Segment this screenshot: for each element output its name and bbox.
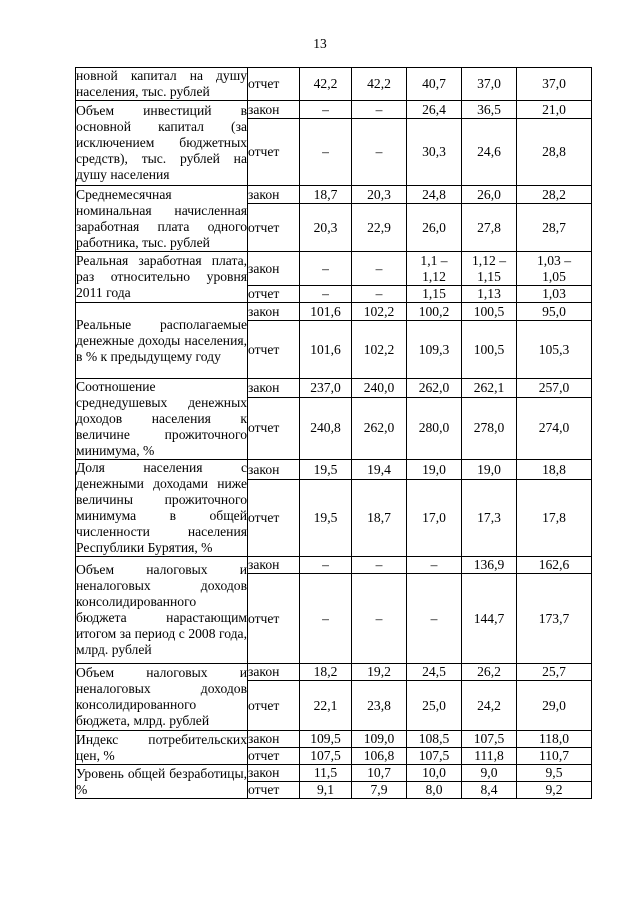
value-cell [517, 748, 592, 765]
value-cell [462, 252, 517, 286]
value-cell [462, 68, 517, 101]
value-cell [462, 664, 517, 681]
value-text: – [375, 260, 383, 276]
value-cell [517, 397, 592, 459]
value-cell [462, 321, 517, 379]
value-text: 19,2 [367, 664, 391, 679]
table-row [76, 460, 592, 480]
value-cell [517, 286, 592, 303]
value-text: 105,3 [538, 341, 570, 357]
value-cell [517, 574, 592, 664]
value-text: – [375, 144, 383, 159]
value-cell [462, 782, 517, 799]
value-text: 25,7 [542, 664, 566, 679]
indicator-name: Объем налоговых и неналоговых доходов консолидированного бюджета нарастающим итогом за период с 2008 года, млрд. рублей [76, 557, 248, 664]
value-text: 9,0 [480, 765, 498, 780]
value-text: 107,5 [418, 748, 450, 763]
row-type-label: отчет [248, 119, 300, 186]
value-cell [407, 574, 462, 664]
value-text: 8,0 [425, 782, 443, 797]
value-cell [462, 286, 517, 303]
value-text: 7,9 [370, 782, 388, 797]
value-cell [517, 303, 592, 321]
value-cell [300, 252, 352, 286]
value-cell [462, 480, 517, 557]
row-type-label: закон [248, 379, 300, 398]
value-cell [407, 252, 462, 286]
value-text: – [375, 286, 383, 301]
value-text: 108,5 [418, 731, 450, 746]
value-cell [462, 765, 517, 782]
value-text: 25,0 [422, 697, 446, 713]
value-cell [462, 557, 517, 574]
value-cell [517, 68, 592, 101]
value-text: 18,7 [313, 186, 338, 202]
row-type-label: закон [248, 101, 300, 119]
value-text: 18,7 [367, 510, 391, 526]
value-cell [352, 321, 407, 379]
value-text: 28,2 [542, 186, 566, 202]
value-text: 36,5 [477, 101, 501, 117]
value-text: 21,0 [542, 101, 566, 117]
value-text: 17,8 [542, 510, 566, 526]
value-text: 100,5 [473, 303, 505, 319]
value-cell [407, 204, 462, 252]
value-text: 280,0 [418, 420, 450, 436]
indicator-name: Уровень общей безработицы, % [76, 765, 247, 797]
value-text: 173,7 [538, 610, 570, 626]
value-cell [407, 119, 462, 186]
value-cell [517, 252, 592, 286]
row-type-label: закон [248, 303, 300, 321]
value-text: – [375, 557, 383, 572]
value-cell [352, 557, 407, 574]
value-text: 18,2 [313, 664, 338, 679]
value-text: – [322, 260, 329, 276]
value-text: 26,4 [422, 101, 446, 117]
table-row [76, 68, 592, 101]
value-cell [517, 379, 592, 398]
row-type-label: отчет [248, 574, 300, 664]
value-text: 17,3 [477, 510, 501, 526]
value-cell [517, 480, 592, 557]
row-type-label: отчет [248, 204, 300, 252]
value-cell [407, 480, 462, 557]
value-text: 109,5 [310, 731, 341, 746]
value-text: 10,0 [422, 765, 446, 780]
value-cell [462, 186, 517, 204]
row-type-label: закон [248, 186, 300, 204]
value-cell [517, 664, 592, 681]
value-cell [300, 119, 352, 186]
row-type-label: закон [248, 664, 300, 681]
table-row [76, 303, 592, 321]
value-cell [300, 68, 352, 101]
value-text: 109,3 [418, 341, 450, 357]
value-cell [517, 321, 592, 379]
value-cell [517, 765, 592, 782]
indicator-name: Объем налоговых и неналоговых доходов консолидированного бюджета, млрд. рублей [76, 664, 248, 731]
value-cell [300, 321, 352, 379]
row-type-label: отчет [248, 321, 300, 379]
value-cell [407, 748, 462, 765]
value-text: 144,7 [473, 610, 505, 626]
value-text: 100,5 [473, 341, 505, 357]
value-text: 11,5 [313, 765, 338, 780]
value-cell [407, 379, 462, 398]
value-cell [352, 480, 407, 557]
indicators-table [75, 67, 592, 799]
value-cell [352, 68, 407, 101]
value-text: 42,2 [313, 76, 338, 91]
value-text: – [322, 610, 329, 626]
value-cell [300, 765, 352, 782]
value-text: 111,8 [474, 748, 504, 763]
value-text: 42,2 [367, 76, 391, 91]
value-cell [407, 321, 462, 379]
value-cell [300, 748, 352, 765]
value-cell [352, 186, 407, 204]
value-text: 1,1 – 1,12 [420, 252, 448, 284]
value-cell [352, 731, 407, 748]
table-row [76, 101, 592, 119]
table-row [76, 557, 592, 574]
value-text: 102,2 [363, 341, 395, 357]
value-text: 1,13 [477, 286, 501, 301]
value-text: 9,1 [317, 782, 334, 797]
row-type-label: отчет [248, 397, 300, 459]
value-text: 257,0 [538, 379, 570, 395]
value-text: 278,0 [473, 420, 505, 436]
value-cell [300, 379, 352, 398]
value-cell [352, 681, 407, 731]
value-cell [352, 286, 407, 303]
value-text: 262,0 [363, 420, 395, 436]
table-row [76, 765, 592, 782]
value-text: 18,8 [542, 461, 566, 477]
value-text: 8,4 [480, 782, 498, 797]
value-cell [462, 119, 517, 186]
indicator-name: Соотношение среднедушевых денежных доходов населения к величине прожиточного минимума, % [76, 379, 247, 458]
value-cell [517, 204, 592, 252]
value-cell [462, 460, 517, 480]
value-cell [352, 303, 407, 321]
value-cell [300, 480, 352, 557]
row-type-label: отчет [248, 782, 300, 799]
value-cell [352, 119, 407, 186]
value-cell [300, 204, 352, 252]
value-text: 101,6 [310, 303, 341, 319]
value-text: 24,5 [422, 664, 446, 679]
value-text: 237,0 [310, 379, 341, 395]
value-text: 240,8 [310, 420, 341, 436]
value-cell [407, 681, 462, 731]
value-text: 28,7 [542, 219, 566, 235]
value-cell [407, 460, 462, 480]
value-text: 162,6 [538, 557, 570, 572]
value-text: 24,8 [422, 186, 446, 202]
value-text: – [322, 286, 329, 301]
value-text: 106,8 [363, 748, 395, 763]
value-cell [300, 782, 352, 799]
value-text: 22,1 [313, 697, 338, 713]
value-cell [462, 748, 517, 765]
value-text: 110,7 [538, 748, 570, 763]
value-text: 1,03 [542, 286, 566, 301]
value-text: 19,5 [313, 510, 338, 526]
value-text: 26,0 [477, 186, 501, 202]
value-text: 1,12 – 1,15 [472, 252, 506, 284]
value-text: 118,0 [538, 731, 570, 746]
value-text: 10,7 [367, 765, 391, 780]
value-cell [462, 681, 517, 731]
value-text: 19,0 [477, 461, 501, 477]
value-text: – [322, 101, 329, 117]
value-cell [407, 782, 462, 799]
row-type-label: закон [248, 765, 300, 782]
value-cell [407, 765, 462, 782]
value-cell [352, 379, 407, 398]
value-cell [300, 574, 352, 664]
value-cell [517, 557, 592, 574]
value-text: 262,1 [473, 379, 505, 395]
value-cell [517, 460, 592, 480]
row-type-label: отчет [248, 681, 300, 731]
value-text: 37,0 [477, 76, 501, 91]
value-text: 26,2 [477, 664, 501, 679]
value-text: 240,0 [363, 379, 395, 395]
value-cell [300, 557, 352, 574]
value-cell [517, 186, 592, 204]
value-cell [300, 460, 352, 480]
value-cell [300, 101, 352, 119]
value-text: 274,0 [538, 420, 570, 436]
value-cell [462, 303, 517, 321]
value-cell [517, 731, 592, 748]
value-cell [407, 68, 462, 101]
value-text: 22,9 [367, 219, 391, 235]
value-cell [517, 101, 592, 119]
value-text: 20,3 [313, 219, 338, 235]
value-text: 1,03 – 1,05 [537, 252, 571, 284]
value-cell [407, 303, 462, 321]
value-text: 27,8 [477, 219, 501, 235]
row-type-label: отчет [248, 286, 300, 303]
value-text: 101,6 [310, 341, 341, 357]
value-cell [352, 252, 407, 286]
value-cell [352, 460, 407, 480]
value-text: – [430, 610, 438, 626]
value-cell [352, 101, 407, 119]
value-cell [407, 397, 462, 459]
row-type-label: закон [248, 557, 300, 574]
value-cell [300, 664, 352, 681]
row-type-label: отчет [248, 68, 300, 101]
value-text: 19,4 [367, 461, 391, 477]
value-cell [462, 379, 517, 398]
value-text: 100,2 [418, 303, 450, 319]
indicator-name: Объем инвестиций в основной капитал (за исключением бюджетных средств), тыс. рублей на душу населения [76, 101, 248, 186]
value-cell [517, 782, 592, 799]
value-cell [407, 286, 462, 303]
value-text: 40,7 [422, 76, 446, 91]
value-text: – [430, 557, 438, 572]
page-number: 13 [313, 36, 327, 51]
value-cell [517, 681, 592, 731]
row-type-label: закон [248, 460, 300, 480]
table-row [76, 252, 592, 286]
value-text: 9,5 [545, 765, 563, 780]
value-text: 262,0 [418, 379, 450, 395]
value-cell [352, 782, 407, 799]
value-cell [300, 681, 352, 731]
value-text: 17,0 [422, 510, 446, 526]
value-text: 30,3 [422, 144, 446, 159]
value-text: 24,6 [477, 144, 501, 159]
value-cell [352, 664, 407, 681]
value-cell [352, 204, 407, 252]
value-cell [462, 397, 517, 459]
value-cell [462, 204, 517, 252]
value-text: 1,15 [422, 286, 446, 301]
table-row [76, 186, 592, 204]
value-cell [462, 101, 517, 119]
value-text: – [375, 610, 383, 626]
value-cell [352, 765, 407, 782]
row-type-label: закон [248, 252, 300, 286]
value-cell [300, 731, 352, 748]
value-text: – [375, 101, 383, 117]
value-text: 136,9 [473, 557, 505, 572]
value-cell [407, 101, 462, 119]
value-cell [407, 557, 462, 574]
table-row [76, 731, 592, 748]
indicator-name: Среднемесячная номинальная начисленная заработная плата одного работника, тыс. рублей [76, 186, 247, 250]
value-cell [407, 731, 462, 748]
value-text: 20,3 [367, 186, 391, 202]
indicator-name: Индекс потребительских цен, % [76, 731, 247, 763]
value-cell [462, 731, 517, 748]
value-text: 23,8 [367, 697, 391, 713]
value-text: 37,0 [542, 76, 566, 91]
value-text: 107,5 [473, 731, 505, 746]
value-cell [300, 397, 352, 459]
value-cell [407, 664, 462, 681]
indicator-name: Доля населения с денежными доходами ниже величины прожиточного минимума в общей численности населения Республики Бурятия, % [76, 460, 247, 555]
value-text: 26,0 [422, 219, 446, 235]
row-type-label: отчет [248, 480, 300, 557]
value-text: – [322, 144, 329, 159]
value-cell [462, 574, 517, 664]
value-cell [300, 286, 352, 303]
value-cell [300, 186, 352, 204]
value-cell [407, 186, 462, 204]
value-text: 109,0 [363, 731, 395, 746]
indicator-name: новной капитал на душу населения, тыс. рублей [76, 68, 247, 99]
value-text: 24,2 [477, 697, 501, 713]
table-row [76, 379, 592, 398]
value-text: 29,0 [542, 697, 566, 713]
indicator-name: Реальная заработная плата, раз относительно уровня 2011 года [76, 252, 248, 303]
value-cell [300, 303, 352, 321]
value-cell [352, 574, 407, 664]
row-type-label: закон [248, 731, 300, 748]
value-cell [517, 119, 592, 186]
value-text: 9,2 [545, 782, 563, 797]
value-text: – [322, 557, 329, 572]
value-cell [352, 748, 407, 765]
value-text: 28,8 [542, 144, 566, 159]
value-text: 95,0 [542, 303, 566, 319]
table-row [76, 664, 592, 681]
row-type-label: отчет [248, 748, 300, 765]
value-text: 102,2 [363, 303, 395, 319]
value-cell [352, 397, 407, 459]
value-text: 19,5 [313, 461, 338, 477]
value-text: 19,0 [422, 461, 446, 477]
indicator-name: Реальные располагаемые денежные доходы населения, в % к предыдущему году [76, 303, 248, 379]
value-text: 107,5 [310, 748, 341, 763]
